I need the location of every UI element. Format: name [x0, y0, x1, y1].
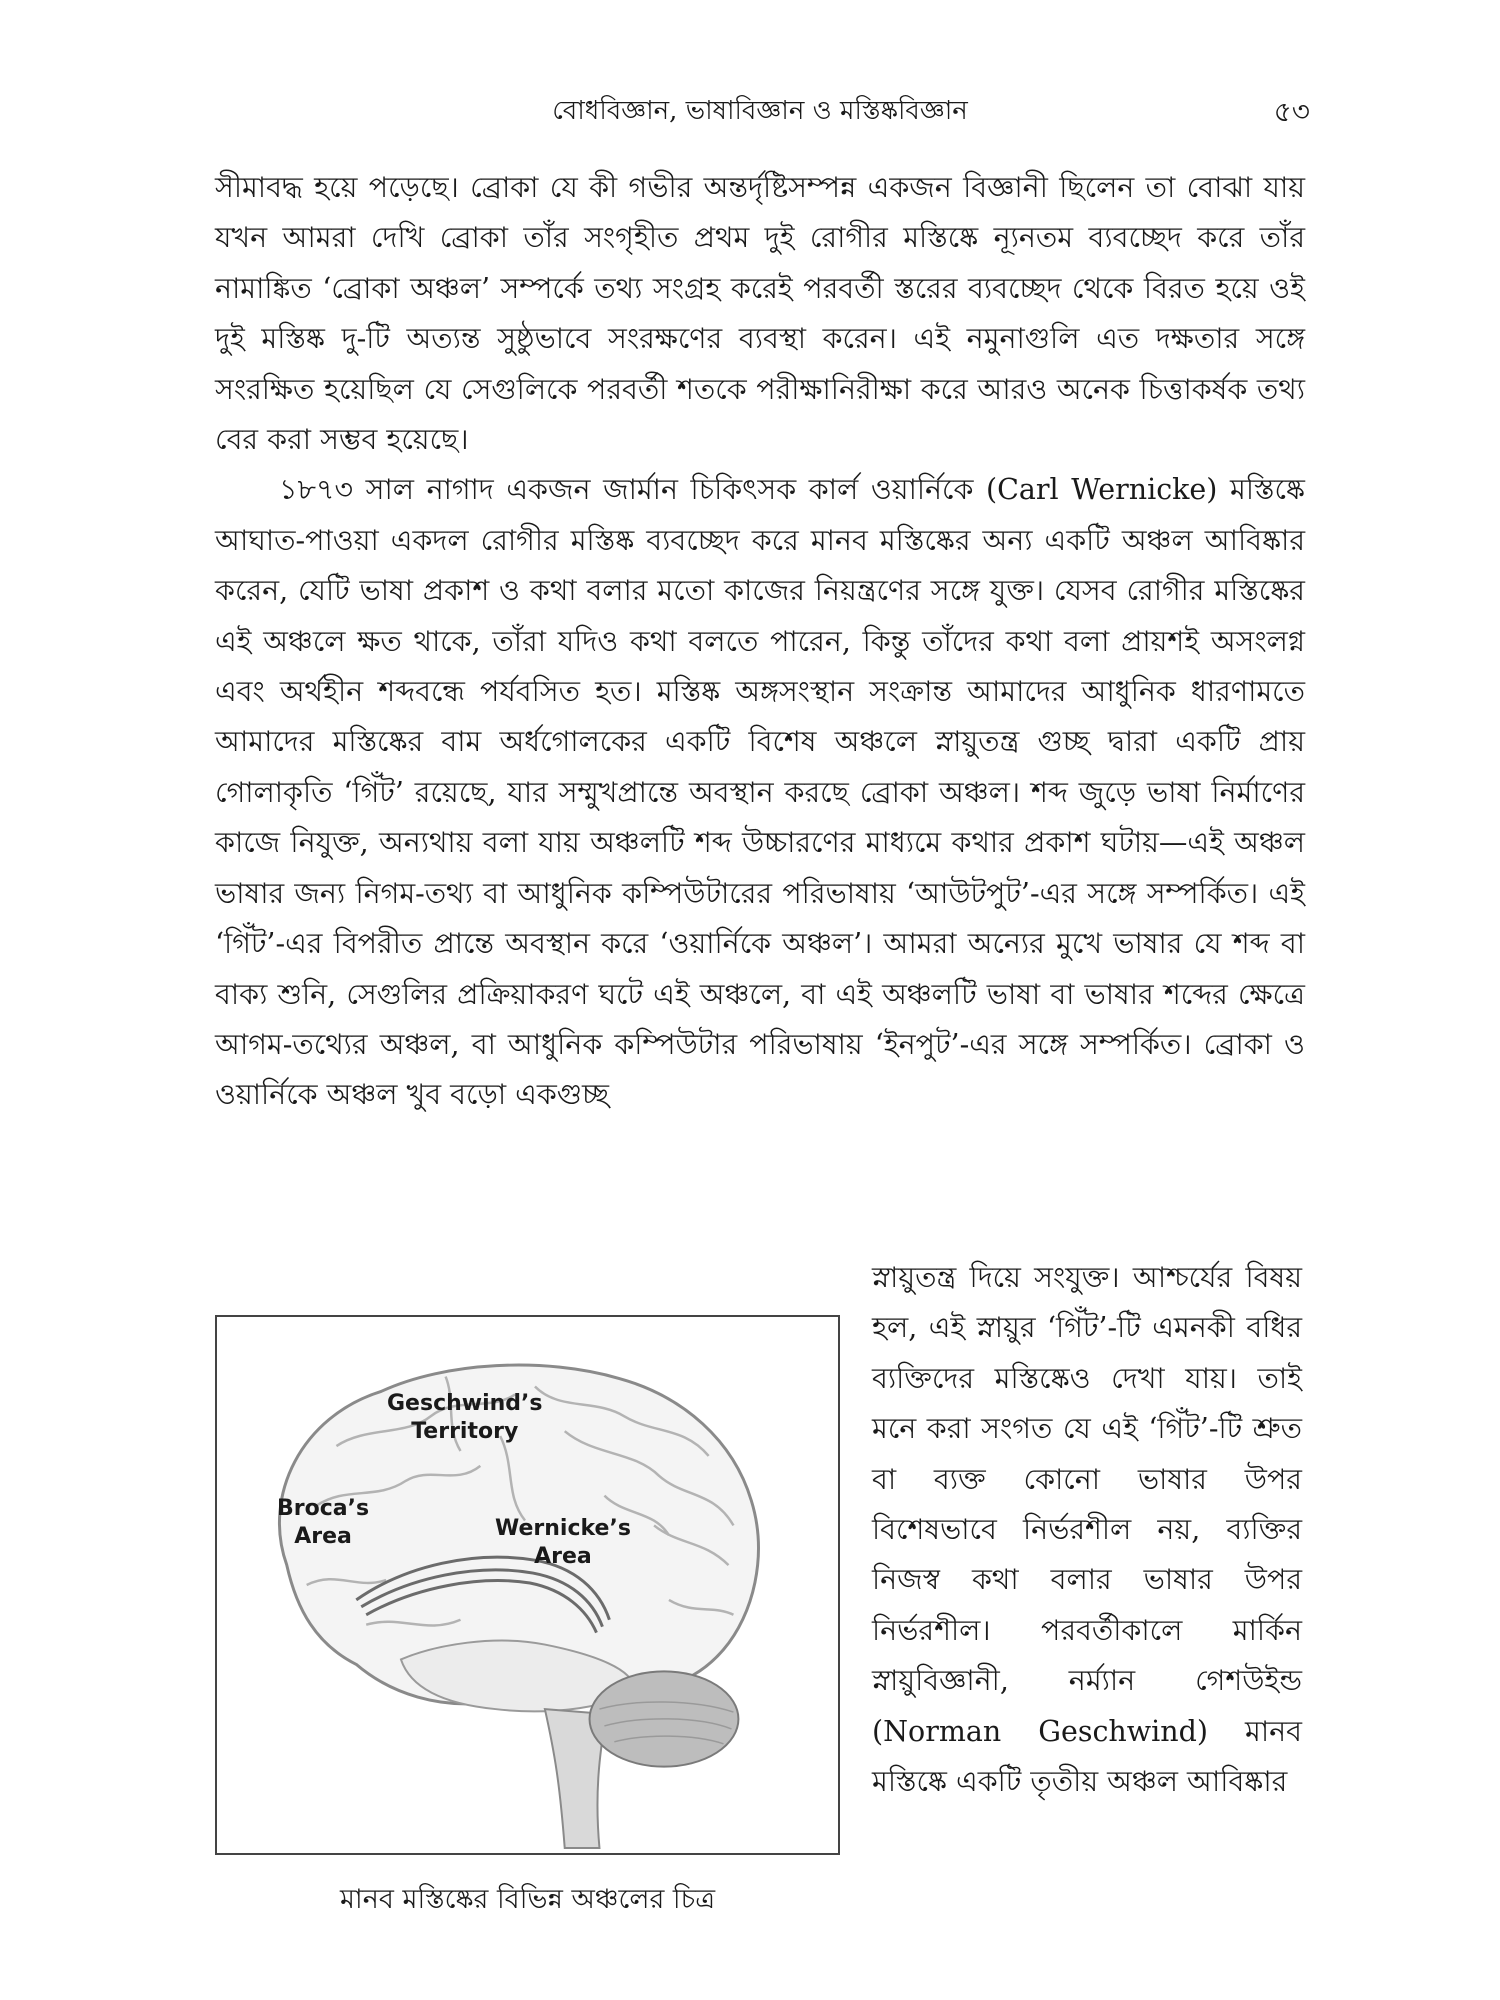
label-brocas-area: Broca’s Area	[277, 1496, 370, 1549]
paragraph-1: সীমাবদ্ধ হয়ে পড়েছে। ব্রোকা যে কী গভীর অন্তর্দৃষ্টিসম্পন্ন একজন বিজ্ঞানী ছিলেন তা বোঝা যায় যখন আমরা দেখি ব্রোকা তাঁর সংগৃহীত প্রথম দুই রোগীর মস্তিষ্কে ন্যূনতম ব্যবচ্ছেদ করে তাঁর নামাঙ্কিত ‘ব্রোকা অঞ্চল’ সম্পর্কে তথ্য সংগ্রহ করেই পরবর্তী স্তরের ব্যবচ্ছেদ থেকে বিরত হয়ে ওই দুই মস্তিষ্ক দু-টি অত্যন্ত সুষ্ঠুভাবে সংরক্ষণের ব্যবস্থা করেন। এই নমুনাগুলি এত দক্ষতার সঙ্গে সংরক্ষিত হয়েছিল যে সেগুলিকে পরবর্তী শতকে পরীক্ষানিরীক্ষা করে আরও অনেক চিত্তাকর্ষক তথ্য বের করা সম্ভব হয়েছে।	[215, 171, 1305, 457]
paragraph-2: ১৮৭৩ সাল নাগাদ একজন জার্মান চিকিৎসক কার্ল ওয়ার্নিকে (Carl Wernicke) মস্তিষ্কে আঘাত-পাওয়া একদল রোগীর মস্তিষ্ক ব্যবচ্ছেদ করে মানব মস্তিষ্কের অন্য একটি অঞ্চল আবিষ্কার করেন, যেটি ভাষা প্রকাশ ও কথা বলার মতো কাজের নিয়ন্ত্রণের সঙ্গে যুক্ত। যেসব রোগীর মস্তিষ্কের এই অঞ্চলে ক্ষত থাকে, তাঁরা যদিও কথা বলতে পারেন, কিন্তু তাঁদের কথা বলা প্রায়শই অসংলগ্ন এবং অর্থহীন শব্দবন্ধে পর্যবসিত হত। মস্তিষ্ক অঙ্গসংস্থান সংক্রান্ত আমাদের আধুনিক ধারণামতে আমাদের মস্তিষ্কের বাম অর্ধগোলকের একটি বিশেষ অঞ্চলে স্নায়ুতন্ত্র গুচ্ছ দ্বারা একটি প্রায় গোলাকৃতি ‘গিঁট’ রয়েছে, যার সম্মুখপ্রান্তে অবস্থান করছে ব্রোকা অঞ্চল। শব্দ জুড়ে ভাষা নির্মাণের কাজে নিযুক্ত, অন্যথায় বলা যায় অঞ্চলটি শব্দ উচ্চারণের মাধ্যমে কথার প্রকাশ ঘটায়—এই অঞ্চল ভাষার জন্য নিগম-তথ্য বা আধুনিক কম্পিউটারের পরিভাষায় ‘আউটপুট’-এর সঙ্গে সম্পর্কিত। এই ‘গিঁট’-এর বিপরীত প্রান্তে অবস্থান করে ‘ওয়ার্নিকে অঞ্চল’। আমরা অন্যের মুখে ভাষার যে শব্দ বা বাক্য শুনি, সেগুলির প্রক্রিয়াকরণ ঘটে এই অঞ্চলে, বা এই অঞ্চলটি ভাষা বা ভাষার শব্দের ক্ষেত্রে আগম-তথ্যের অঞ্চল, বা আধুনিক কম্পিউটার পরিভাষায় ‘ইনপুট’-এর সঙ্গে সম্পর্কিত। ব্রোকা ও ওয়ার্নিকে অঞ্চল খুব বড়ো একগুচ্ছ	[215, 473, 1305, 1112]
figure-caption: মানব মস্তিষ্কের বিভিন্ন অঞ্চলের চিত্র	[339, 1884, 716, 1915]
brain-figure	[215, 1315, 840, 1855]
side-paragraph: স্নায়ুতন্ত্র দিয়ে সংযুক্ত। আশ্চর্যের বিষয় হল, এই স্নায়ুর ‘গিঁট’-টি এমনকী বধির ব্যক্তিদের মস্তিষ্কেও দেখা যায়। তাই মনে করা সংগত যে এই ‘গিঁট’-টি শ্রুত বা ব্যক্ত কোনো ভাষার উপর বিশেষভাবে নির্ভরশীল নয়, ব্যক্তির নিজস্ব কথা বলার ভাষার উপর নির্ভরশীল। পরবর্তীকালে মার্কিন স্নায়ুবিজ্ঞানী, নর্ম্যান গেশউইন্ড (Norman Geschwind) মানব মস্তিষ্কে একটি তৃতীয় অঞ্চল আবিষ্কার	[872, 1261, 1302, 1799]
page-number: ৫৩	[1273, 95, 1310, 128]
label-geschwinds-territory: Geschwind’s Territory	[387, 1391, 543, 1444]
side-column-text	[872, 1253, 1302, 1807]
running-title: বোধবিজ্ঞান, ভাষাবিজ্ঞান ও মস্তিষ্কবিজ্ঞান	[552, 96, 968, 126]
label-wernickes-area: Wernicke’s Area	[495, 1516, 631, 1569]
running-header	[210, 90, 1310, 130]
main-text	[215, 163, 1305, 1121]
